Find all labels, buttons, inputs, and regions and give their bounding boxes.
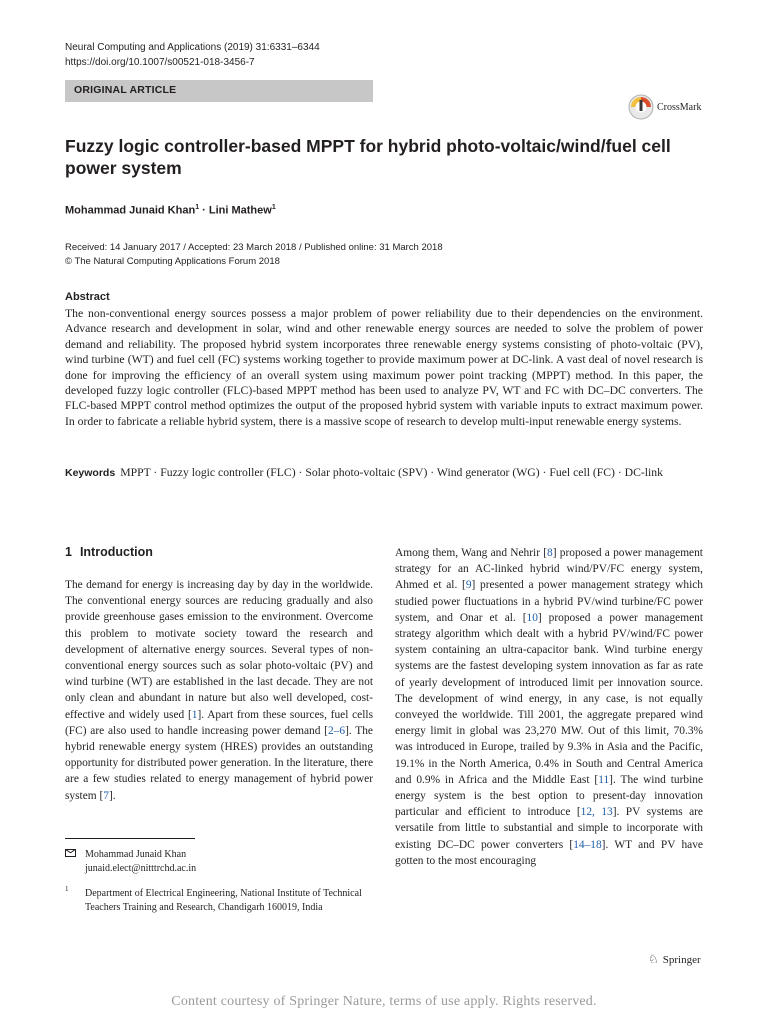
author-name[interactable]: Lini Mathew [208,204,272,217]
publication-dates: Received: 14 January 2017 / Accepted: 23 March 2018 / Published online: 31 March 2018 [65,242,443,253]
courtesy-watermark: Content courtesy of Springer Nature, terms of use apply. Rights reserved. [171,994,597,1009]
crossmark-label: CrossMark [657,101,702,113]
body-text: ]. WT and PV have gotten to the most encouraging [395,838,703,867]
affiliation-marker: 1 [271,204,276,211]
body-text: ] proposed a power management strategy algorithm which dealt with a hybrid PV/wind/FC power system containing an ultra-capacitor bank. Wind turbine energy systems are the fastest developing system innovation as far as rate of yearly development of introduced limit per innovation source. The development of wind energy, in any case, is not equally conveyed the worldwide. Till 2001, the aggregate prepared wind energy limit in global was 23,270 MW. Out of this limit, 70.3% was introduced in Europe, trailed by 9.3% in Asia and the Pacific, 19.1% in the North America, 0.4% in South and Central America and 0.9% in Africa and the Middle East [ [395,611,703,786]
citation-link[interactable]: 2–6 [327,724,346,737]
author-separator: · [199,204,209,217]
author-list [65,204,276,217]
citation-link[interactable]: 1 [191,708,198,721]
body-text: ] presented a power management strategy which studied power fluctuations in a hybrid PV/wind turbine/FC power system, and Onar et al. [ [395,579,703,624]
body-text: ] proposed a power management strategy for an AC-linked hybrid wind/PV/FC energy system, Ahmed et al. [ [395,547,703,592]
affiliation-text: Department of Electrical Engineering, National Institute of Technical Teachers Training and Research, Chandigarh 160019, India [85,888,362,913]
body-text: ]. PV systems are versatile from little to substantial and simple to incorporate with existing DC–DC power converters [ [395,806,703,851]
crossmark-icon [628,94,654,120]
citation-link[interactable]: 12, 13 [580,806,613,819]
citation-link[interactable]: 10 [526,611,538,624]
affiliation-number: 1 [65,885,69,893]
citation-link[interactable]: 7 [103,789,109,802]
section-title: Introduction [79,545,153,559]
affiliation-marker: 1 [195,204,200,211]
abstract-text: The non-conventional energy sources possess a major problem of power reliability due to their dependencies on the environment. Advance research and development in solar, wind and other renewable energy sources are needed to solve the problem of power demand and reliability. The proposed hybrid system incorporates three renewable energy systems consisting of photo-voltaic (PV), wind turbine (WT) and fuel cell (FC) systems working together to provide maximum power at DC-link. A vast deal of novel research is done for improving the efficiency of an overall system using maximum power point tracking (MPPT) method. In this paper, the developed fuzzy logic controller (FLC)-based MPPT method has been used to analyze PV, WT and FC with DC–DC converters. The FLC-based MPPT control method optimizes the output of the proposed hybrid system with variable inputs to extract maximum power. In order to fabricate a reliable hybrid system, there is a massive scope of research to develop multi-input renewable energy systems. [65,307,703,428]
keywords-block [65,465,703,482]
copyright-notice: © The Natural Computing Applications Forum 2018 [65,256,280,267]
article-type-label: ORIGINAL ARTICLE [74,84,177,96]
body-text: ]. [109,789,116,802]
keywords-text: MPPT · Fuzzy logic controller (FLC) · Solar photo-voltaic (SPV) · Wind generator (WG) · Fuel cell (FC) · DC-link [120,466,663,479]
citation-link[interactable]: 14–18 [573,838,602,851]
keywords-label: Keywords [65,467,116,479]
body-column-left [65,577,373,804]
paper-title: Fuzzy logic controller-based MPPT for hybrid photo-voltaic/wind/fuel cell power system [65,136,671,178]
section-number: 1 [65,545,72,559]
citation-link[interactable]: 8 [547,547,553,559]
springer-horse-icon: ♘ [648,952,659,966]
body-text: ]. Apart from these sources, fuel cells (FC) are also used to handle increasing power demand [ [65,708,373,737]
body-text: ]. The wind turbine energy system is the best option to present-day innovation particular and efficient to introduce [ [395,773,703,819]
doi-link[interactable]: https://doi.org/10.1007/s00521-018-3456-7 [65,57,255,68]
abstract-heading: Abstract [65,291,110,303]
footnote-divider [65,838,195,839]
section-heading [65,545,153,559]
body-column-right [395,545,703,869]
publisher-logo [648,952,701,967]
publisher-name: Springer [662,953,701,966]
author-name[interactable]: Mohammad Junaid Khan [65,204,196,217]
corresponding-author-name: Mohammad Junaid Khan [85,849,187,860]
body-text: The demand for energy is increasing day by day in the worldwide. The conventional energy sources are reducing gradually and also provide greenhouse gases emission to the environment. Overcome this problem to motivate society toward the research and development of alternative energy sources. Several types of non-conventional energy sources such as solar photo-voltaic (PV) and wind turbine (WT) are established in the last decade. They are not only clean and abundant in nature but also well developed, cost-effective and widely used [ [65,579,373,721]
citation-link[interactable]: 11 [598,773,610,786]
journal-citation: Neural Computing and Applications (2019) 31:6331–6344 [65,42,320,53]
envelope-icon [65,849,76,857]
citation-link[interactable]: 9 [465,579,472,592]
crossmark-badge[interactable] [628,92,701,122]
body-text: Among them, Wang and Nehrir [ [395,547,548,559]
body-text: ]. The hybrid renewable energy system (HRES) provides an outstanding opportunity for distributed power generation. In the literature, there are a few studies related to energy management of hybrid power system [ [65,724,373,802]
corresponding-author-email[interactable]: junaid.elect@nitttrchd.ac.in [85,863,197,874]
